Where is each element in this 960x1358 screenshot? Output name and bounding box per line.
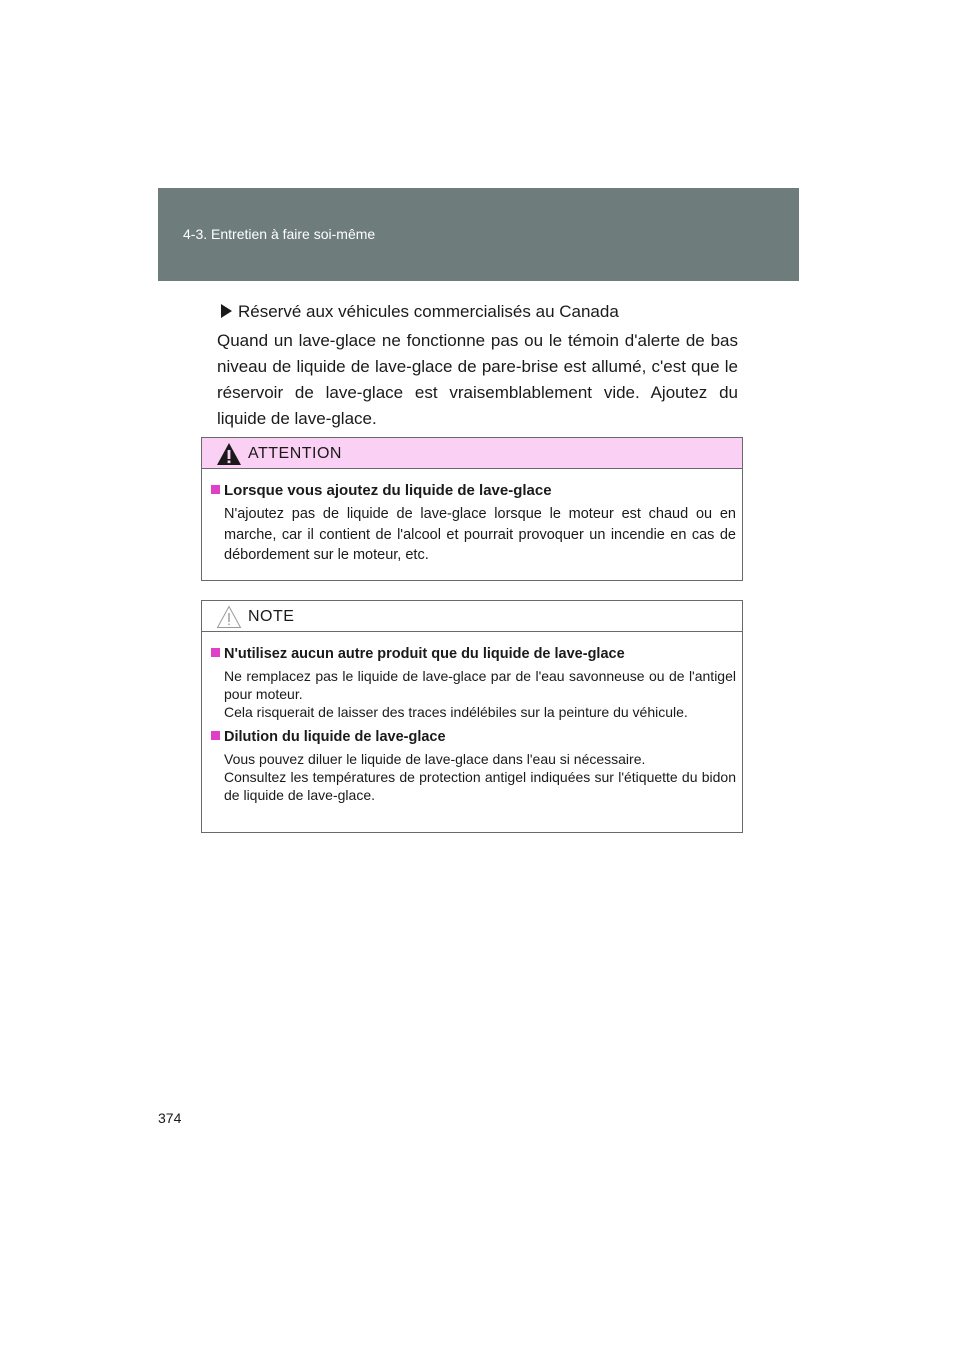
section-header bbox=[158, 188, 799, 281]
item-body: Vous pouvez diluer le liquide de lave-glace dans l'eau si nécessaire. bbox=[224, 751, 646, 767]
section-title: 4-3. Entretien à faire soi-même bbox=[183, 226, 376, 242]
item-body: Ne remplacez pas le liquide de lave-glace par de l'eau savonneuse ou de l'antigel pour moteur. bbox=[224, 668, 736, 702]
warning-triangle-icon bbox=[216, 442, 242, 466]
note-title: NOTE bbox=[248, 608, 295, 625]
square-bullet-icon bbox=[211, 485, 220, 494]
arrow-right-icon bbox=[221, 304, 232, 318]
intro-section bbox=[217, 300, 738, 432]
item-body: Consultez les températures de protection antigel indiquées sur l'étiquette du bidon de liquide de lave-glace. bbox=[224, 769, 736, 803]
item-title: N'utilisez aucun autre produit que du liquide de lave-glace bbox=[224, 646, 625, 662]
attention-item bbox=[202, 481, 742, 566]
item-title: Lorsque vous ajoutez du liquide de lave-glace bbox=[224, 482, 552, 499]
note-item bbox=[202, 644, 742, 721]
item-title: Dilution du liquide de lave-glace bbox=[224, 729, 446, 745]
note-header bbox=[202, 601, 742, 632]
attention-title: ATTENTION bbox=[248, 445, 342, 462]
square-bullet-icon bbox=[211, 731, 220, 740]
attention-header bbox=[202, 438, 742, 469]
note-item bbox=[202, 727, 742, 804]
bullet-text: Réservé aux véhicules commercialisés au Canada bbox=[238, 302, 619, 321]
item-body: Cela risquerait de laisser des traces indélébiles sur la peinture du véhicule. bbox=[224, 704, 688, 720]
item-body: N'ajoutez pas de liquide de lave-glace lorsque le moteur est chaud ou en marche, car il contient de l'alcool et pourrait provoquer un incendie en cas de débordement sur le moteur, etc. bbox=[224, 506, 736, 563]
square-bullet-icon bbox=[211, 648, 220, 657]
page-number: 374 bbox=[158, 1110, 182, 1126]
bullet-line bbox=[221, 300, 738, 324]
attention-box bbox=[201, 437, 743, 581]
note-box bbox=[201, 600, 743, 833]
intro-paragraph: Quand un lave-glace ne fonctionne pas ou le témoin d'alerte de bas niveau de liquide de lave-glace de pare-brise est allumé, c'est que le réservoir de lave-glace est vraisemblablement vide. Ajoutez du liquide de lave-glace. bbox=[217, 331, 738, 428]
caution-triangle-icon bbox=[216, 605, 242, 629]
